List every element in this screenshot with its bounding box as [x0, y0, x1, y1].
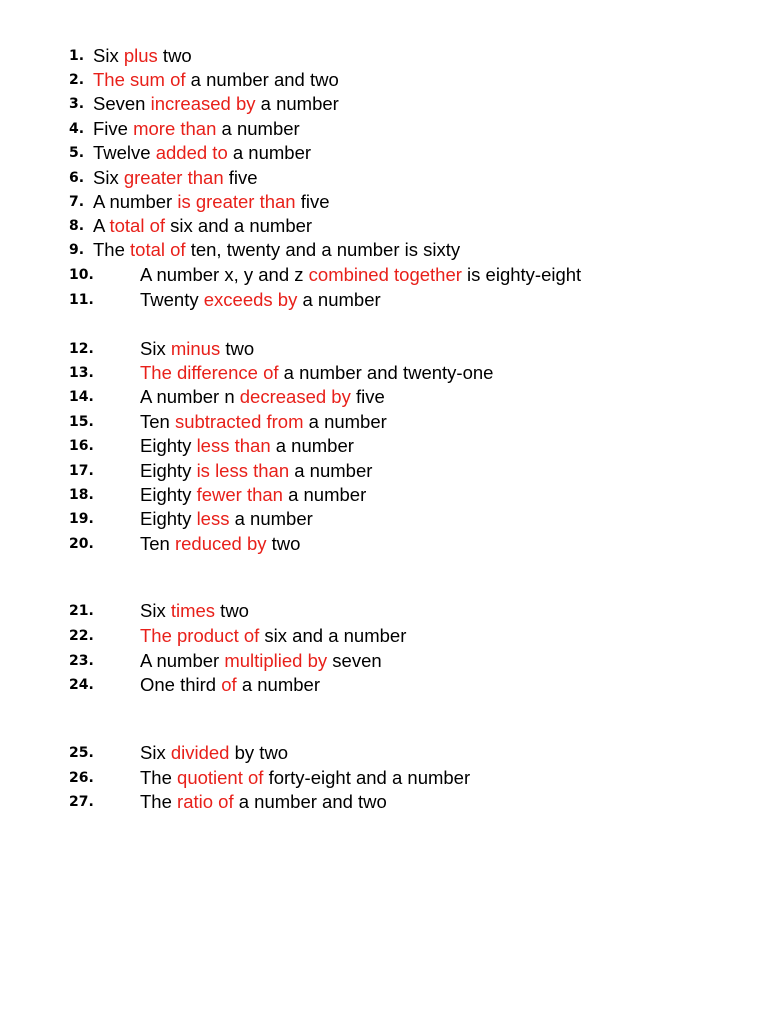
phrase-text: Six	[140, 338, 171, 359]
phrase-text: two	[220, 338, 255, 359]
phrase-text: The	[93, 239, 131, 260]
keyword-highlight: less than	[196, 435, 271, 456]
phrase-text: a number and two	[185, 69, 339, 90]
item-phrase	[93, 117, 300, 141]
phrase-text: six and a number	[259, 625, 407, 646]
item-number: 18.	[69, 487, 94, 503]
keyword-highlight: is less than	[196, 460, 290, 481]
item-number: 27.	[69, 794, 94, 810]
phrase-text: is eighty-eight	[461, 264, 582, 285]
keyword-highlight: ratio of	[177, 791, 234, 812]
phrase-text: a number	[216, 118, 300, 139]
item-number: 16.	[69, 438, 94, 454]
item-phrase	[140, 532, 300, 556]
phrase-text: a number	[282, 484, 367, 505]
list-item	[0, 483, 768, 507]
list-item	[0, 214, 768, 238]
keyword-highlight: combined together	[308, 264, 462, 285]
phrase-text: a number	[303, 411, 387, 432]
item-phrase	[140, 766, 470, 790]
item-phrase	[140, 361, 493, 385]
phrase-text: a number and twenty-one	[278, 362, 494, 383]
keyword-highlight: The difference of	[140, 362, 279, 383]
phrase-text: Eighty	[140, 508, 197, 529]
item-number: 8.	[69, 218, 85, 234]
keyword-highlight: fewer than	[196, 484, 283, 505]
phrase-text: a number	[255, 93, 339, 114]
item-number: 1.	[69, 48, 85, 64]
phrase-text: a number	[289, 460, 373, 481]
keyword-highlight: total of	[130, 239, 186, 260]
phrase-text: five	[295, 191, 330, 212]
item-phrase	[93, 141, 311, 165]
list-item	[0, 288, 768, 312]
phrase-text: Five	[93, 118, 134, 139]
phrase-text: two	[157, 45, 192, 66]
list-item	[0, 741, 768, 765]
phrase-text: The	[140, 767, 178, 788]
phrase-text: five	[223, 167, 258, 188]
phrase-text: Six	[140, 742, 171, 763]
item-phrase	[93, 68, 339, 92]
item-number: 2.	[69, 72, 85, 88]
phrase-text: five	[350, 386, 385, 407]
keyword-highlight: increased by	[150, 93, 256, 114]
phrase-text: six and a number	[165, 215, 313, 236]
phrase-text: A number n	[140, 386, 240, 407]
phrase-text: A number x, y and z	[140, 264, 309, 285]
keyword-highlight: divided	[170, 742, 230, 763]
list-item	[0, 44, 768, 68]
phrase-text: Six	[140, 600, 171, 621]
phrase-text: Twenty	[140, 289, 204, 310]
item-number: 13.	[69, 365, 94, 381]
phrase-text: One third	[140, 674, 222, 695]
item-number: 24.	[69, 677, 94, 693]
list-item	[0, 790, 768, 814]
phrase-text: Ten	[140, 411, 175, 432]
list-item	[0, 68, 768, 92]
item-phrase	[140, 599, 249, 623]
keyword-highlight: reduced by	[174, 533, 267, 554]
phrase-text: seven	[327, 650, 382, 671]
phrase-text: a number and two	[233, 791, 387, 812]
item-phrase	[93, 214, 312, 238]
item-number: 4.	[69, 121, 85, 137]
item-number: 23.	[69, 653, 94, 669]
item-phrase	[140, 673, 320, 697]
item-number: 25.	[69, 745, 94, 761]
list-item	[0, 263, 768, 287]
keyword-highlight: subtracted from	[174, 411, 304, 432]
item-phrase	[93, 92, 339, 116]
item-number: 15.	[69, 414, 94, 430]
keyword-highlight: The product of	[140, 625, 260, 646]
list-item	[0, 507, 768, 531]
keyword-highlight: greater than	[123, 167, 224, 188]
phrase-text: A	[93, 215, 110, 236]
keyword-highlight: multiplied by	[224, 650, 328, 671]
item-number: 19.	[69, 511, 94, 527]
item-phrase	[93, 238, 460, 262]
keyword-highlight: The sum of	[93, 69, 186, 90]
phrase-text: A number	[93, 191, 178, 212]
keyword-highlight: total of	[109, 215, 166, 236]
item-number: 21.	[69, 603, 94, 619]
item-phrase	[140, 385, 385, 409]
list-item	[0, 92, 768, 116]
phrase-text: Eighty	[140, 484, 197, 505]
phrase-text: ten, twenty and a number is sixty	[185, 239, 461, 260]
item-number: 9.	[69, 242, 85, 258]
keyword-highlight: exceeds by	[203, 289, 298, 310]
item-number: 12.	[69, 341, 94, 357]
list-item	[0, 410, 768, 434]
item-phrase	[140, 288, 381, 312]
item-number: 17.	[69, 463, 94, 479]
phrase-text: a number	[227, 142, 312, 163]
list-item	[0, 238, 768, 262]
list-item	[0, 434, 768, 458]
list-item	[0, 166, 768, 190]
item-phrase	[140, 337, 254, 361]
list-item	[0, 117, 768, 141]
item-number: 3.	[69, 96, 85, 112]
list-item	[0, 190, 768, 214]
phrase-text: by two	[229, 742, 289, 763]
keyword-highlight: added to	[155, 142, 228, 163]
item-phrase	[93, 190, 330, 214]
keyword-highlight: quotient of	[177, 767, 264, 788]
list-item	[0, 599, 768, 623]
phrase-text: Ten	[140, 533, 175, 554]
item-phrase	[140, 741, 288, 765]
item-phrase	[140, 263, 581, 287]
list-item	[0, 141, 768, 165]
item-number: 26.	[69, 770, 94, 786]
list-item	[0, 766, 768, 790]
phrase-text: a number	[297, 289, 381, 310]
list-item	[0, 361, 768, 385]
item-number: 20.	[69, 536, 94, 552]
item-number: 7.	[69, 194, 85, 210]
item-phrase	[140, 483, 366, 507]
phrase-text: Eighty	[140, 460, 197, 481]
list-item	[0, 673, 768, 697]
item-phrase	[140, 790, 387, 814]
keyword-highlight: minus	[170, 338, 221, 359]
keyword-highlight: of	[221, 674, 237, 695]
item-phrase	[140, 624, 406, 648]
list-item	[0, 649, 768, 673]
keyword-highlight: plus	[123, 45, 158, 66]
phrase-text: a number	[229, 508, 313, 529]
phrase-text: Six	[93, 167, 124, 188]
phrase-text: Eighty	[140, 435, 197, 456]
keyword-highlight: more than	[133, 118, 217, 139]
item-number: 5.	[69, 145, 85, 161]
keyword-highlight: is greater than	[177, 191, 296, 212]
list-item	[0, 624, 768, 648]
item-number: 22.	[69, 628, 94, 644]
phrase-text: forty-eight and a number	[263, 767, 471, 788]
item-number: 11.	[69, 292, 94, 308]
item-phrase	[140, 459, 372, 483]
keyword-highlight: less	[196, 508, 230, 529]
item-number: 10.	[69, 267, 94, 283]
item-phrase	[140, 434, 354, 458]
phrase-text: a number	[270, 435, 354, 456]
item-phrase	[140, 507, 313, 531]
phrase-text: Twelve	[93, 142, 156, 163]
item-phrase	[93, 44, 192, 68]
keyword-highlight: decreased by	[239, 386, 351, 407]
item-phrase	[93, 166, 258, 190]
phrase-text: two	[215, 600, 249, 621]
item-number: 14.	[69, 389, 94, 405]
list-item	[0, 459, 768, 483]
phrase-text: a number	[236, 674, 320, 695]
list-item	[0, 385, 768, 409]
item-number: 6.	[69, 170, 85, 186]
list-item	[0, 337, 768, 361]
keyword-highlight: times	[170, 600, 216, 621]
list-item	[0, 532, 768, 556]
phrase-text: The	[140, 791, 178, 812]
phrase-text: Six	[93, 45, 124, 66]
phrase-text: A number	[140, 650, 225, 671]
phrase-text: two	[266, 533, 301, 554]
phrase-text: Seven	[93, 93, 151, 114]
item-phrase	[140, 410, 387, 434]
item-phrase	[140, 649, 382, 673]
